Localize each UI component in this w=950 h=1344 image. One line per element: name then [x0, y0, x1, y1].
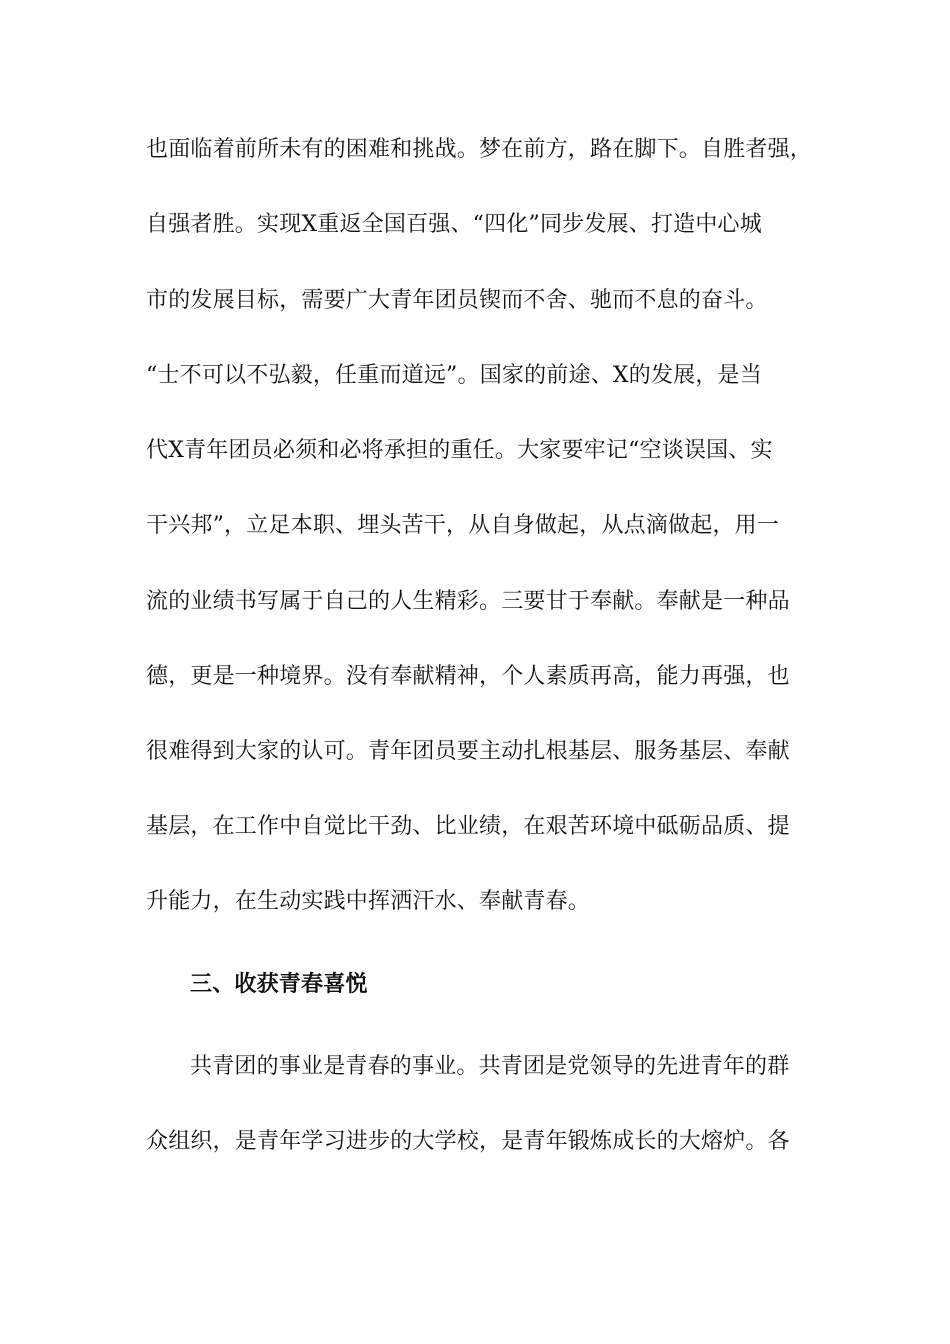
text-line: 市的发展目标，需要广大青年团员锲而不舍、驰而不息的奋斗。	[146, 288, 768, 313]
text-line: “士不可以不弘毅，任重而道远”。国家的前途、X的发展，是当	[146, 363, 762, 388]
text-line: 干兴邦”，立足本职、埋头苦干，从自身做起，从点滴做起，用一	[146, 513, 780, 538]
text-line: 代X青年团员必须和必将承担的重任。大家要牢记“空谈误国、实	[146, 438, 773, 463]
text-line: 众组织，是青年学习进步的大学校，是青年锻炼成长的大熔炉。各	[146, 1129, 790, 1154]
text-line: 很难得到大家的认可。青年团员要主动扎根基层、服务基层、奉献	[146, 739, 790, 764]
text-line: 也面临着前所未有的困难和挑战。梦在前方，路在脚下。自胜者强，	[146, 137, 813, 162]
paragraph-first-line: 共青团的事业是青春的事业。共青团是党领导的先进青年的群	[190, 1054, 790, 1079]
section-heading: 三、收获青春喜悦	[190, 971, 368, 997]
text-line: 流的业绩书写属于自己的人生精彩。三要甘于奉献。奉献是一种品	[146, 589, 790, 614]
text-line: 自强者胜。实现X重返全国百强、“四化”同步发展、打造中心城	[146, 212, 762, 237]
text-line: 德，更是一种境界。没有奉献精神，个人素质再高，能力再强，也	[146, 664, 790, 689]
text-line: 基层，在工作中自觉比干劲、比业绩，在艰苦环境中砥砺品质、提	[146, 814, 790, 839]
text-line: 升能力，在生动实践中挥洒汗水、奉献青春。	[146, 889, 591, 914]
